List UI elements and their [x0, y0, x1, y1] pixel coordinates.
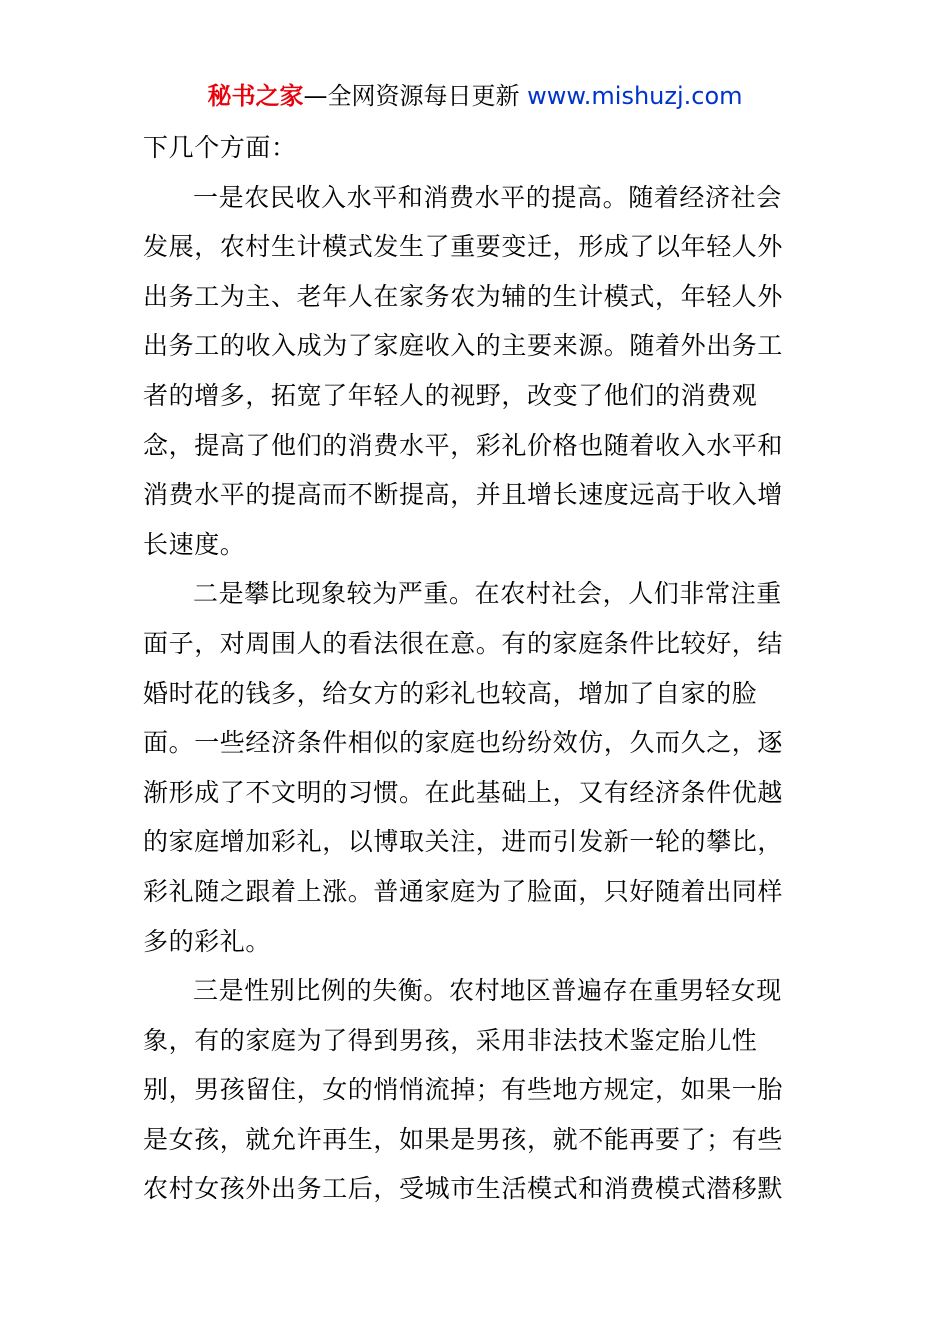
page-header [0, 78, 950, 114]
text-line: 是女孩，就允许再生，如果是男孩，就不能再要了；有些 [143, 1124, 784, 1154]
text-line: 出务工为主、老年人在家务农为辅的生计模式，年轻人外 [143, 281, 784, 311]
paragraph-start-line: 一是农民收入水平和消费水平的提高。随着经济社会 [193, 182, 782, 212]
text-line: 彩礼随之跟着上涨。普通家庭为了脸面，只好随着出同样 [143, 876, 784, 906]
text-line: 面。一些经济条件相似的家庭也纷纷效仿，久而久之，逐 [143, 728, 784, 758]
text-line: 渐形成了不文明的习惯。在此基础上，又有经济条件优越 [143, 777, 784, 807]
text-line: 农村女孩外出务工后，受城市生活模式和消费模式潜移默 [143, 1174, 784, 1204]
text-line: 长速度。 [143, 529, 246, 559]
text-line: 下几个方面： [143, 133, 297, 162]
paragraph-start-line: 三是性别比例的失衡。农村地区普遍存在重男轻女现 [193, 976, 782, 1006]
text-line: 出务工的收入成为了家庭收入的主要来源。随着外出务工 [143, 331, 784, 361]
text-line: 婚时花的钱多，给女方的彩礼也较高，增加了自家的脸 [143, 678, 758, 708]
text-line: 别，男孩留住，女的悄悄流掉；有些地方规定，如果一胎 [143, 1075, 784, 1105]
body-text [143, 123, 813, 1214]
text-line: 的家庭增加彩礼，以博取关注，进而引发新一轮的攀比， [143, 827, 784, 857]
text-line: 发展，农村生计模式发生了重要变迁，形成了以年轻人外 [143, 232, 784, 262]
header-tagline: —全网资源每日更新 [303, 82, 520, 110]
header-url-link[interactable]: www.mishuzj.com [527, 82, 743, 110]
text-line: 消费水平的提高而不断提高，并且增长速度远高于收入增 [143, 480, 784, 510]
text-line: 多的彩礼。 [143, 926, 272, 956]
paragraph-start-line: 二是攀比现象较为严重。在农村社会，人们非常注重 [193, 579, 782, 609]
text-line: 者的增多，拓宽了年轻人的视野，改变了他们的消费观 [143, 380, 758, 410]
text-line: 面子，对周围人的看法很在意。有的家庭条件比较好，结 [143, 628, 784, 658]
text-line: 象，有的家庭为了得到男孩，采用非法技术鉴定胎儿性 [143, 1025, 758, 1055]
text-line: 念，提高了他们的消费水平，彩礼价格也随着收入水平和 [143, 430, 784, 460]
header-brand: 秘书之家 [207, 82, 304, 110]
